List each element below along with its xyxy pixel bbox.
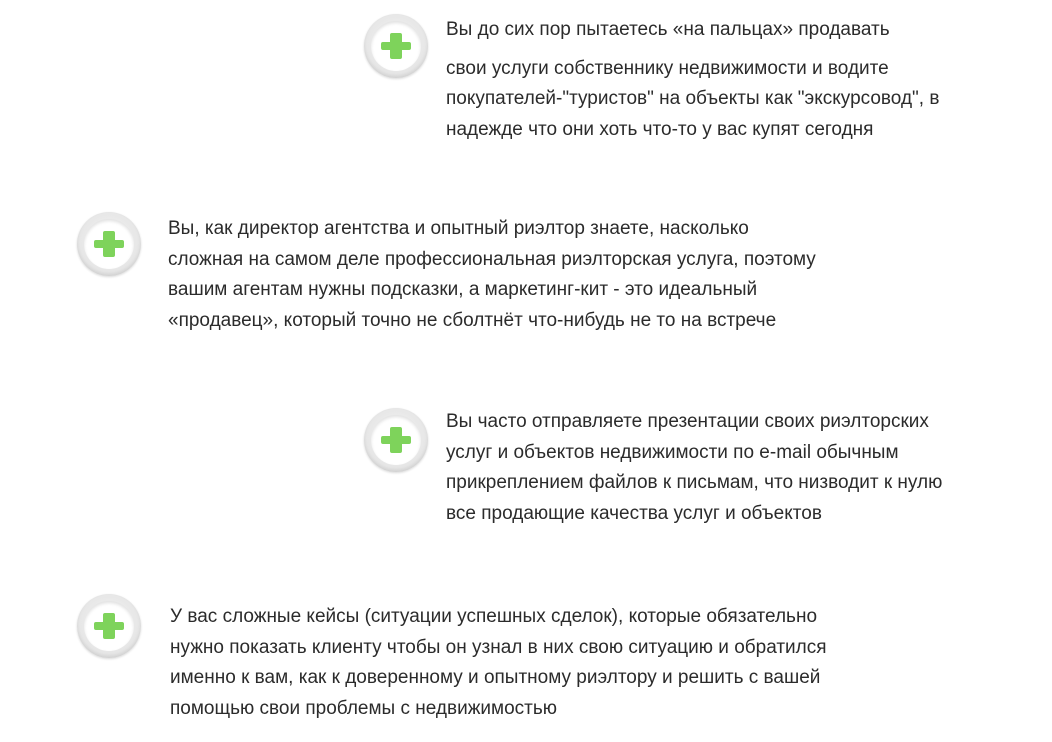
feature-text-line: покупателей-"туристов" на объекты как "экскурсовод", в [446,88,940,109]
feature-text-line: вашим агентам нужны подсказки, а маркетинг-кит - это идеальный [168,279,758,300]
feature-text-line: Вы часто отправляете презентации своих риэлторских [446,411,929,432]
plus-icon [77,212,141,276]
feature-text-line: помощью свои проблемы с недвижимостью [170,697,558,719]
feature-text-line: именно к вам, как к доверенному и опытному риэлтору и решить с вашей [170,667,821,688]
feature-text-line: Вы до сих пор пытаетесь «на пальцах» продавать [446,19,890,40]
feature-text [170,602,827,724]
feature-text [446,407,942,529]
plus-icon [364,408,428,472]
feature-text-line: надежде что они хоть что-то у вас купят сегодня [446,118,874,140]
feature-text-line: услуг и объектов недвижимости по e-mail обычным [446,441,899,463]
feature-text-line: сложная на самом деле профессиональная риэлторская услуга, поэтому [168,248,816,270]
plus-icon [364,14,428,78]
feature-text-line: нужно показать клиенту чтобы он узнал в них свою ситуацию и обратился [170,636,827,658]
feature-text-line: прикреплением файлов к письмам, что низводит к нулю [446,472,943,493]
feature-text-line: У вас сложные кейсы (ситуации успешных сделок), которые обязательно [170,606,818,627]
feature-text-line: Вы, как директор агентства и опытный риэлтор знаете, насколько [168,218,749,239]
feature-text-line: все продающие качества услуг и объектов [446,502,822,524]
feature-text-line: «продавец», который точно не сболтнёт что-нибудь не то на встрече [168,309,777,331]
feature-text [446,15,939,145]
plus-icon [77,594,141,658]
feature-text-line: свои услуги собственнику недвижимости и водите [446,57,889,79]
feature-text [168,214,816,336]
